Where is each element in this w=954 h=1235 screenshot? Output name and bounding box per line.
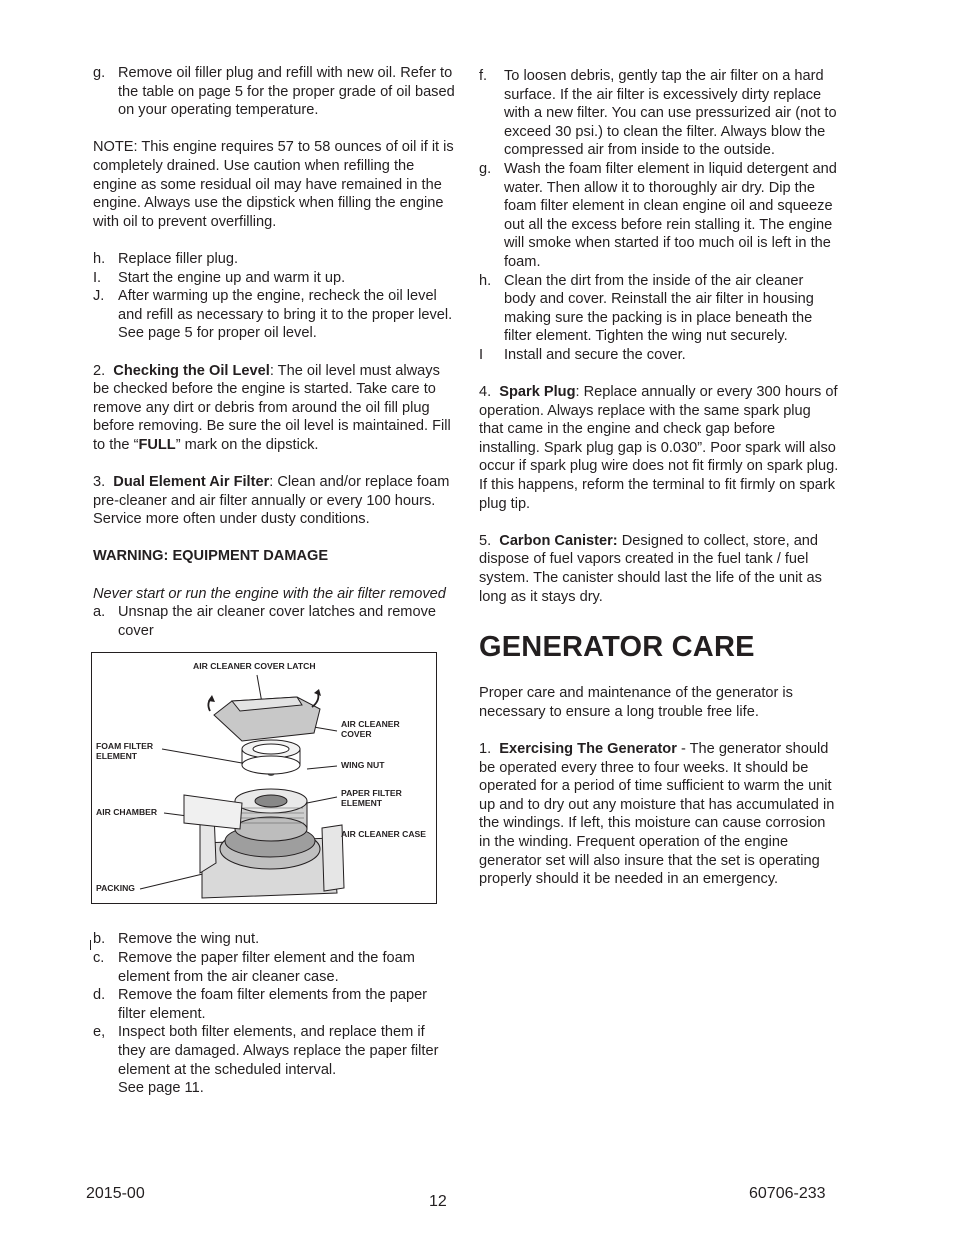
page-number: 12: [429, 1193, 447, 1210]
list-text: Wash the foam filter element in liquid detergent and water. Then allow it to thoroughly air dry. Dip the foam filter element in clean engine oil and squeeze out all the excess before rein stalling it. The engine will smoke when started if too much oil is left in the foam.: [504, 160, 837, 270]
see-page-ref: See page 11.: [118, 1080, 204, 1097]
step-h-left: [93, 250, 455, 269]
list-marker: g.: [479, 160, 492, 177]
list-text: Install and secure the cover.: [504, 346, 686, 363]
section-number: 4.: [479, 384, 492, 401]
step-c: [93, 949, 455, 986]
list-marker: d.: [93, 987, 106, 1004]
section-oil-level: [93, 362, 455, 455]
section-text: ” mark on the dipstick.: [175, 436, 319, 453]
warning-label: WARNING: EQUIPMENT DAMAGE: [93, 548, 329, 565]
list-text: To loosen debris, gently tap the air filter on a hard surface. If the air filter is excessively dirty replace with a new filter. You can use pressurized air (not to exceed 30 psi.) to clean the filter. Always blow the compressed air from inside to the outside.: [504, 68, 837, 159]
section-text: Designed to collect, store, and dispose of fuel vapors created in the fuel tank / fuel system. The canister should last the life of the unit as long as it stays dry.: [479, 532, 822, 605]
section-text: : Replace annually or every 300 hours of operation. Always replace with the same spark plug that came in the engine and check gap before installing. Spark plug gap is 0.030”. Poor spark will also occur if spark plug wire does not fit firmly on spark plug. If this happens, reform the terminal to fit firmly on spark plug tip.: [479, 384, 839, 512]
list-text: Clean the dirt from the inside of the air cleaner body and cover. Reinstall the air filter in housing making sure the packing is in place beneath the filter element. Tighten the wing nut securely.: [504, 272, 814, 345]
label-packing: PACKING: [96, 883, 135, 894]
step-e-text: Inspect both filter elements, and replace them if they are damaged. Always replace the paper filter element at the scheduled interval.: [118, 1024, 439, 1078]
label-cover-line1: AIR CLEANER: [341, 719, 400, 730]
section-carbon-canister: [479, 532, 839, 606]
section-number: 5.: [479, 532, 492, 549]
section-spark-plug: [479, 383, 839, 513]
margin-tick: [90, 940, 91, 950]
step-i-right: [479, 346, 839, 365]
list-text: Unsnap the air cleaner cover latches and remove cover: [118, 604, 436, 639]
warning-title: [93, 547, 455, 566]
list-text: [118, 1023, 455, 1097]
footer-part-number: 60706-233: [749, 1185, 826, 1202]
step-d: [93, 986, 455, 1023]
section-number: 2.: [93, 362, 106, 379]
list-marker: h.: [93, 250, 106, 267]
full-mark: FULL: [138, 436, 176, 453]
section-text: - The generator should be operated every three to four weeks. It should be operated for a period of time sufficient to warm the unit up and to dry out any moisture that has accumulated in the windings. If left, this moisture can cause corrosion in the winding. Frequent operation of the engine generator set will also insure that the set is operating properly should it be needed in an emergency.: [479, 741, 835, 888]
label-case: AIR CLEANER CASE: [341, 829, 426, 840]
section-title: Carbon Canister:: [499, 532, 618, 549]
section-number: 1.: [479, 741, 492, 757]
note-paragraph: NOTE: This engine requires 57 to 58 ounces of oil if it is completely drained. Use caution when refilling the engine as some residual oil may have remained in the engine. Always use the dipstick when filling the engine with oil to prevent overfilling.: [93, 139, 454, 230]
list-text: Remove oil filler plug and refill with new oil. Refer to the table on page 5 for the proper grade of oil based on your operating temperature.: [118, 65, 455, 119]
label-cover-line2: COVER: [341, 729, 372, 740]
left-column: [93, 64, 455, 1098]
step-f-right: [479, 67, 839, 160]
step-e: [93, 1023, 455, 1097]
step-a: [93, 603, 455, 640]
label-foam-line1: FOAM FILTER: [96, 741, 154, 752]
list-text: Replace filler plug.: [118, 250, 239, 267]
list-text: Start the engine up and warm it up.: [118, 269, 346, 286]
intro-paragraph: Proper care and maintenance of the generator is necessary to ensure a long trouble free life.: [479, 685, 793, 720]
section-title: Dual Element Air Filter: [113, 474, 270, 491]
section-title: Checking the Oil Level: [113, 362, 270, 379]
list-marker: I.: [93, 269, 102, 286]
list-marker: c.: [93, 950, 105, 966]
list-marker: a.: [93, 604, 106, 621]
section-number: 3.: [93, 474, 106, 491]
list-text: Remove the paper filter element and the foam element from the air cleaner case.: [118, 950, 415, 985]
step-i-left: [93, 269, 455, 288]
label-wing-nut: WING NUT: [341, 760, 385, 771]
list-marker: J.: [93, 288, 105, 305]
step-h-right: [479, 272, 839, 346]
list-text: Remove the foam filter elements from the paper filter element.: [118, 987, 428, 1022]
list-text: After warming up the engine, recheck the oil level and refill as necessary to bring it to the proper level. See page 5 for proper oil level.: [118, 288, 453, 342]
list-marker: e,: [93, 1024, 106, 1041]
label-cover-latch: AIR CLEANER COVER LATCH: [193, 661, 316, 672]
section-air-filter: [93, 473, 455, 529]
list-marker: I: [479, 346, 484, 363]
section-title: Exercising The Generator: [499, 741, 677, 757]
label-foam-line2: ELEMENT: [96, 751, 138, 762]
list-marker: f.: [479, 68, 488, 84]
list-marker: h.: [479, 272, 492, 289]
label-paper-line2: ELEMENT: [341, 798, 383, 809]
step-g-right: [479, 160, 839, 272]
list-marker: b.: [93, 931, 106, 948]
label-paper-line1: PAPER FILTER: [341, 788, 402, 799]
label-air-chamber: AIR CHAMBER: [96, 807, 158, 818]
step-j-left: [93, 287, 455, 343]
footer-date: 2015-00: [86, 1185, 145, 1202]
step-g-left: [93, 64, 455, 120]
list-marker: g.: [93, 65, 106, 81]
section-title: Spark Plug: [499, 384, 576, 401]
section-text: : The oil level must always be checked before the engine is started. Take care to remove any dirt or debris from around the oil fill plug before removing. Be sure the oil level is maintained. Fill to the “: [93, 362, 451, 453]
step-b: [93, 930, 455, 949]
right-column: [479, 67, 839, 889]
warning-text: Never start or run the engine with the air filter removed: [93, 585, 446, 602]
air-cleaner-figure: [91, 652, 437, 904]
section-text: : Clean and/or replace foam pre-cleaner and air filter annually or every 100 hours. Service more often under dusty conditions.: [93, 474, 450, 528]
list-text: Remove the wing nut.: [118, 931, 260, 948]
section-exercising: [479, 740, 839, 889]
air-cleaner-illustration: [92, 653, 436, 903]
generator-care-heading: GENERATOR CARE: [479, 631, 755, 664]
